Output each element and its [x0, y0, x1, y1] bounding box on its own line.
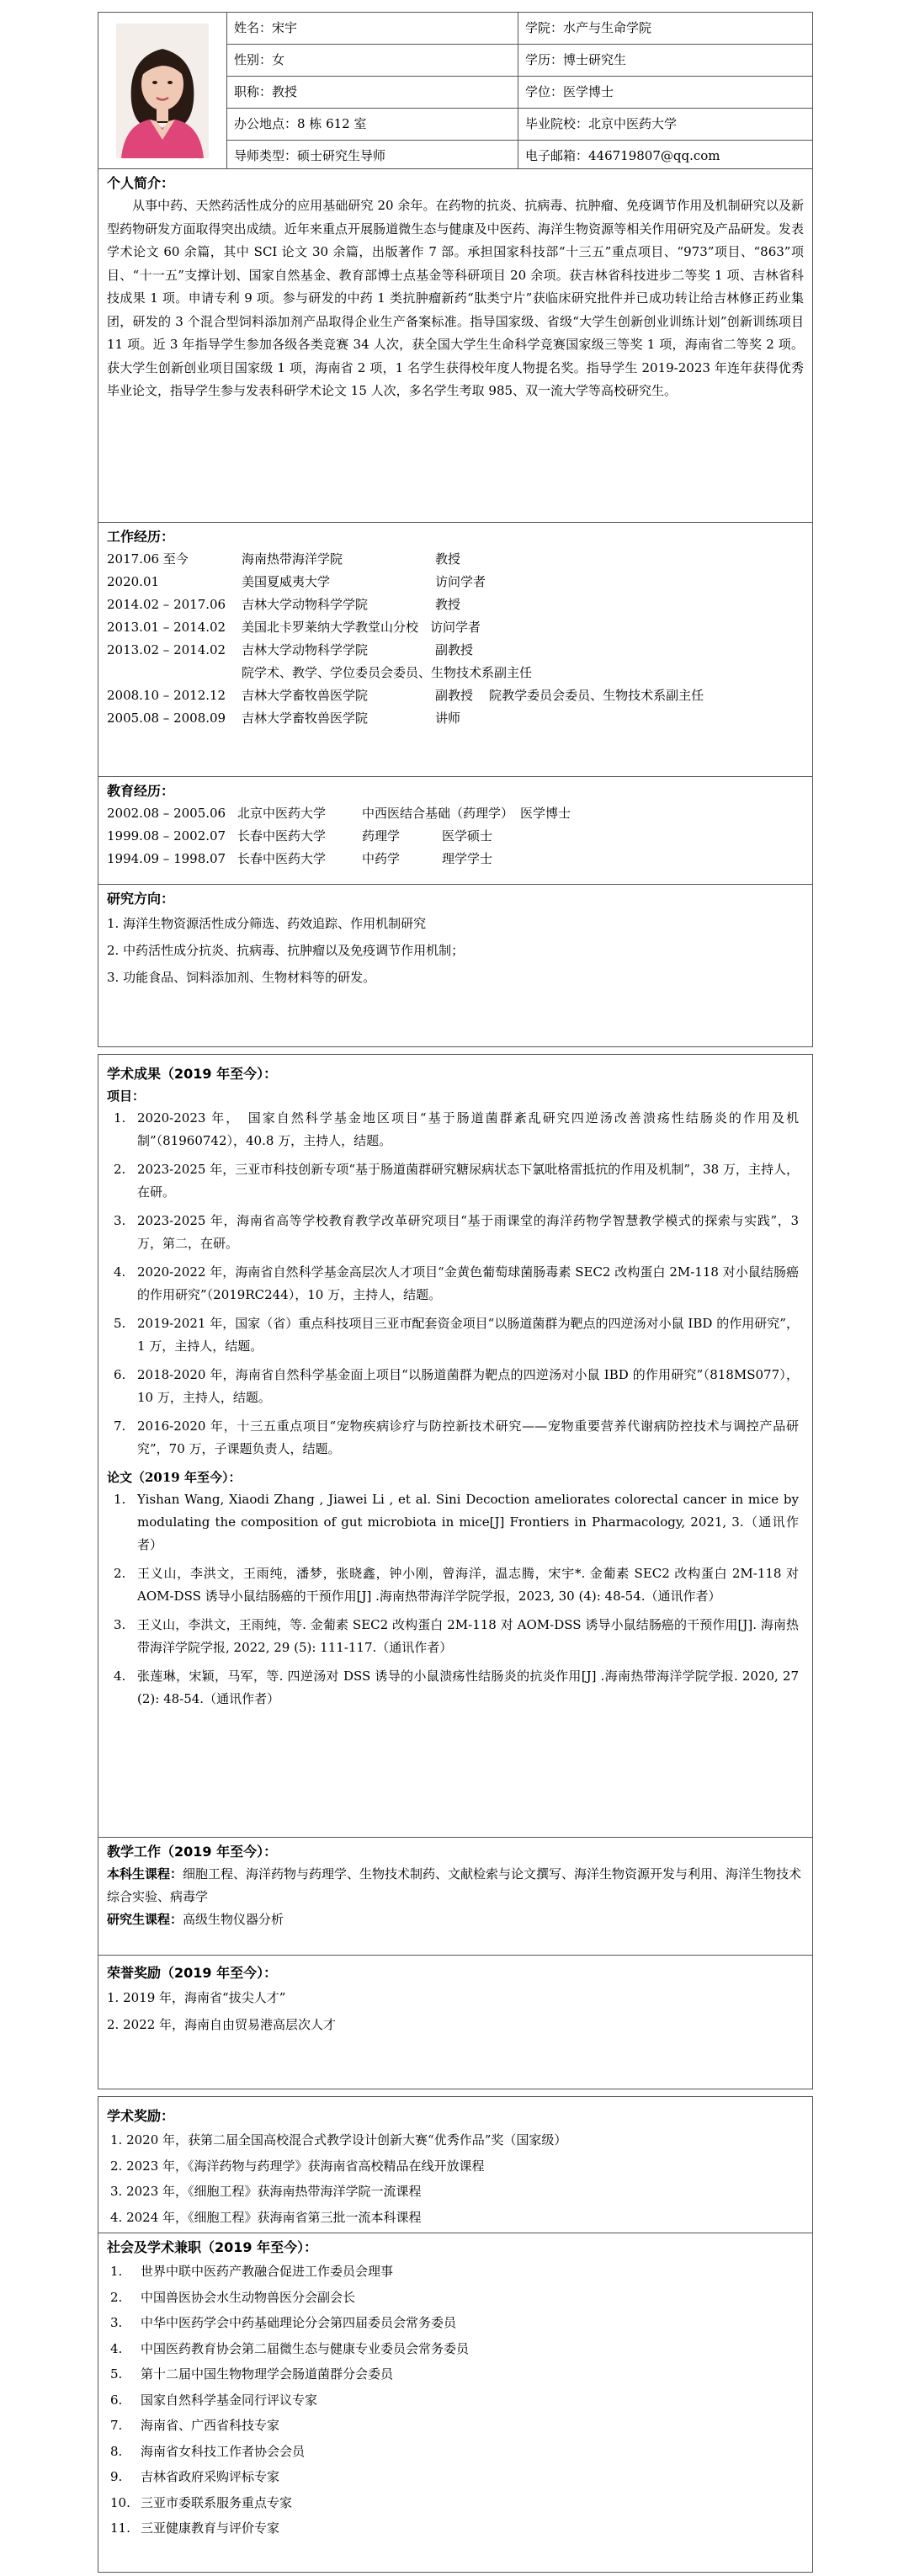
- intro-title: 个人简介：: [107, 175, 175, 191]
- portrait-image: [116, 24, 209, 158]
- profile-office: 办公地点：8 栋 612 室: [227, 109, 518, 141]
- profile-degree: 学位：医学博士: [518, 77, 812, 109]
- teaching-title: 教学工作（2019 年至今）：: [107, 1844, 278, 1860]
- paper-item: 3. 王义山，李洪文，王雨纯，等. 金葡素 SEC2 改构蛋白 2M-118 对 AOM-DSS 诱导小鼠结肠癌的干预作用[J]. 海南热带海洋学院学报, 2022, 29 (5): 111-117.（通讯作者）: [114, 1617, 799, 1655]
- social-item: 6. 国家自然科学基金同行评议专家: [110, 2392, 318, 2408]
- social-item: 3. 中华中医药学会中药基础理论分会第四届委员会常务委员: [110, 2315, 457, 2330]
- teaching-section: [98, 1838, 812, 1956]
- work-row: 院学术、教学、学位委员会委员、生物技术系副主任: [242, 665, 533, 680]
- awards-section: [98, 2097, 812, 2233]
- social-item: 1. 世界中联中医药产教融合促进工作委员会理事: [110, 2264, 394, 2279]
- award-item: 3. 2023 年，《细胞工程》获海南热带海洋学院一流课程: [110, 2184, 422, 2199]
- profile-college: 学院：水产与生命学院: [518, 13, 812, 45]
- profile-left-col: [227, 13, 518, 168]
- research-section: [98, 885, 812, 996]
- social-item: 11. 三亚健康教育与评价专家: [110, 2520, 280, 2536]
- edu-section: [98, 777, 812, 885]
- project-item: 3. 2023-2025 年，海南省高等学校教育教学改革研究项目“基于雨课堂的海洋药物学智慧教学模式的探索与实践”，3 万，第二，在研。: [114, 1213, 799, 1251]
- profile-photo: [116, 24, 209, 158]
- profile-right-col: [518, 13, 812, 168]
- research-title: 研究方向：: [107, 891, 175, 907]
- profile-header: [98, 13, 812, 169]
- papers-subtitle: 论文（2019 年至今）：: [107, 1470, 242, 1485]
- intro-text: 从事中药、天然药活性成分的应用基础研究 20 余年。在药物的抗炎、抗病毒、抗肿瘤、免疫调节作用及机制研究以及新型药物研发方面取得突出成绩。近年来重点开展肠道微生态与健康及中医药、海洋生物资源等相关作用研究及产品研发。发表学术论文 60 余篇，其中 SCI 论文 30 余篇，出版著作 7 部。承担国家科技部“十三五”重点项目、“973”项目、“863”项目、“十一五”支撑计划、国家自然基金、教育部博士点基金等科研项目 20 余项。获吉林省科技进步二等奖 1 项、吉林省科技成果 1 项。申请专利 9 项。参与研发的中药 1 类抗肿瘤新药“肽类宁片”获临床研究批件并已成功转让给吉林修正药业集团，研发的 3 个混合型饲料添加剂产品取得企业生产备案标准。指导国家级、省级“大学生创新创业训练计划”创新训练项目 11 项。近 3 年指导学生参加各级各类竞赛 34 人次，获全国大学生生命科学竞赛国家级三等奖 1 项，海南省二等奖 2 项。获大学生创新创业项目国家级 1 项，海南省 2 项，1 名学生获得校年度人物提名奖。指导学生 2019-2023 年连年获得优秀毕业论文，指导学生参与发表科研学术论文 15 人次，多名学生考取 985、双一流大学等高校研究生。: [107, 198, 804, 398]
- edu-row: 1994.09 – 1998.07 长春中医药大学 中药学 理学学士: [107, 851, 493, 866]
- social-section: [98, 2233, 812, 2547]
- work-row: 2005.08 – 2008.09 吉林大学畜牧兽医学院 讲师: [107, 711, 461, 726]
- project-item: 5. 2019-2021 年，国家（省）重点科技项目三亚市配套资金项目“以肠道菌群为靶点的四逆汤对小鼠 IBD 的作用研究”，1 万，主持人，结题。: [114, 1316, 799, 1354]
- social-item: 4. 中国医药教育协会第二届微生态与健康专业委员会常务委员: [110, 2340, 470, 2356]
- grad-courses: 研究生课程：高级生物仪器分析: [107, 1912, 284, 1927]
- award-item: 4. 2024 年，《细胞工程》获海南省第三批一流本科课程: [110, 2209, 422, 2225]
- awards-title: 学术奖励：: [107, 2108, 175, 2124]
- project-item: 6. 2018-2020 年，海南省自然科学基金面上项目“以肠道菌群为靶点的四逆汤对小鼠 IBD 的作用研究”（818MS077），10 万，主持人，结题。: [114, 1367, 799, 1405]
- social-item: 10. 三亚市委联系服务重点专家: [110, 2494, 293, 2510]
- social-item: 9. 吉林省政府采购评标专家: [110, 2469, 280, 2484]
- research-item: 2. 中药活性成分抗炎、抗病毒、抗肿瘤以及免疫调节作用机制；: [107, 943, 465, 958]
- achievements-title: 学术成果（2019 年至今）：: [107, 1066, 278, 1082]
- projects-subtitle: 项目：: [107, 1088, 146, 1104]
- award-item: 1. 2020 年，获第二届全国高校混合式教学设计创新大赛“优秀作品”奖（国家级）: [110, 2132, 567, 2148]
- social-title: 社会及学术兼职（2019 年至今）：: [107, 2239, 318, 2255]
- social-item: 5. 第十二届中国生物物理学会肠道菌群分会委员: [110, 2366, 394, 2382]
- work-row: 2013.02 – 2014.02 吉林大学动物科学学院 副教授: [107, 642, 474, 657]
- paper-item: 4. 张莲琳，宋颖，马军，等. 四逆汤对 DSS 诱导的小鼠溃疡性结肠炎的抗炎作用[J] .海南热带海洋学院学报. 2020, 27 (2): 48-54.（通讯作者）: [114, 1669, 799, 1706]
- social-item: 8. 海南省女科技工作者协会会员: [110, 2443, 306, 2459]
- research-item: 3. 功能食品、饲料添加剂、生物材料等的研发。: [107, 970, 376, 985]
- edu-row: 1999.08 – 2002.07 长春中医药大学 药理学 医学硕士: [107, 828, 493, 844]
- work-row: 2017.06 至今 海南热带海洋学院 教授: [107, 551, 461, 567]
- profile-email[interactable]: 电子邮箱：446719807@qq.com: [525, 148, 720, 163]
- honor-item: 1. 2019 年，海南省“拔尖人才”: [107, 1990, 286, 2005]
- project-item: 2. 2023-2025 年，三亚市科技创新专项“基于肠道菌群研究糖尿病状态下氯吡格雷抵抗的作用及机制”，38 万，主持人，在研。: [114, 1162, 799, 1200]
- edu-row: 2002.08 – 2005.06 北京中医药大学 中西医结合基础（药理学） 医学博士: [107, 806, 571, 821]
- paper-item: 1. Yishan Wang, Xiaodi Zhang , Jiawei Li , et al. Sini Decoction ameliorates colorectal cancer in mice by modulating the composition of gut microbiota in mice[J] Frontiers in Pharmacology, 2021, 3.（通讯作者）: [114, 1492, 799, 1552]
- achievements-section: [98, 1055, 812, 1838]
- profile-block: [98, 12, 813, 1047]
- profile-gender: 性别：女: [227, 45, 518, 77]
- achievements-block: [98, 1054, 813, 2089]
- work-row: 2020.01 美国夏威夷大学 访问学者: [107, 574, 486, 589]
- project-item: 7. 2016-2020 年，十三五重点项目“宠物疾病诊疗与防控新技术研究——宠物重要营养代谢病防控技术与调控产品研究”，70 万，子课题负责人，结题。: [114, 1418, 799, 1456]
- undergrad-courses: 本科生课程：细胞工程、海洋药物与药理学、生物技术制药、文献检索与论文撰写、海洋生物资源开发与利用、海洋生物技术综合实验、病毒学: [107, 1866, 802, 1904]
- project-item: 1. 2020-2023 年， 国家自然科学基金地区项目“基于肠道菌群紊乱研究四逆汤改善溃疡性结肠炎的作用及机制”（81960742），40.8 万，主持人，结题。: [114, 1110, 799, 1148]
- honors-section: [98, 1956, 812, 2043]
- work-row: 2013.01 – 2014.02 美国北卡罗莱纳大学教堂山分校 访问学者: [107, 620, 481, 635]
- edu-title: 教育经历：: [107, 783, 175, 799]
- work-row: 2014.02 – 2017.06 吉林大学动物科学学院 教授: [107, 597, 461, 612]
- paper-item: 2. 王义山，李洪文，王雨纯，潘梦，张晓鑫，钟小刚，曾海洋，温志腾，宋宇*. 金葡素 SEC2 改构蛋白 2M-118 对 AOM-DSS 诱导小鼠结肠癌的干预作用[J] .海南热带海洋学院学报，2023, 30 (4): 48-54.（通讯作者）: [114, 1566, 799, 1604]
- work-row: 2008.10 – 2012.12 吉林大学畜牧兽医学院 副教授 院教学委员会委员、生物技术系副主任: [107, 688, 704, 703]
- profile-name: 姓名：宋宇: [227, 13, 518, 45]
- profile-alma-mater: 毕业院校：北京中医药大学: [518, 109, 812, 141]
- social-item: 7. 海南省、广西省科技专家: [110, 2418, 280, 2433]
- profile-education: 学历：博士研究生: [518, 45, 812, 77]
- social-item: 2. 中国兽医协会水生动物兽医分会副会长: [110, 2289, 356, 2305]
- awards-block: [98, 2096, 813, 2573]
- project-item: 4. 2020-2022 年，海南省自然科学基金高层次人才项目“金黄色葡萄球菌肠毒素 SEC2 改构蛋白 2M-118 对小鼠结肠癌的作用研究”（2019RC244），10 万，主持人，结题。: [114, 1264, 799, 1302]
- award-item: 2. 2023 年，《海洋药物与药理学》获海南省高校精品在线开放课程: [110, 2158, 485, 2174]
- photo-cell: [98, 13, 227, 168]
- research-item: 1. 海洋生物资源活性成分筛选、药效追踪、作用机制研究: [107, 916, 427, 931]
- honor-item: 2. 2022 年，海南自由贸易港高层次人才: [107, 2017, 337, 2032]
- work-section: [98, 523, 812, 777]
- profile-title: 职称：教授: [227, 77, 518, 109]
- profile-supervisor-type: 导师类型：硕士研究生导师: [234, 148, 386, 163]
- honors-title: 荣誉奖励（2019 年至今）：: [107, 1965, 278, 1981]
- intro-section: [98, 169, 812, 523]
- work-title: 工作经历：: [107, 529, 175, 545]
